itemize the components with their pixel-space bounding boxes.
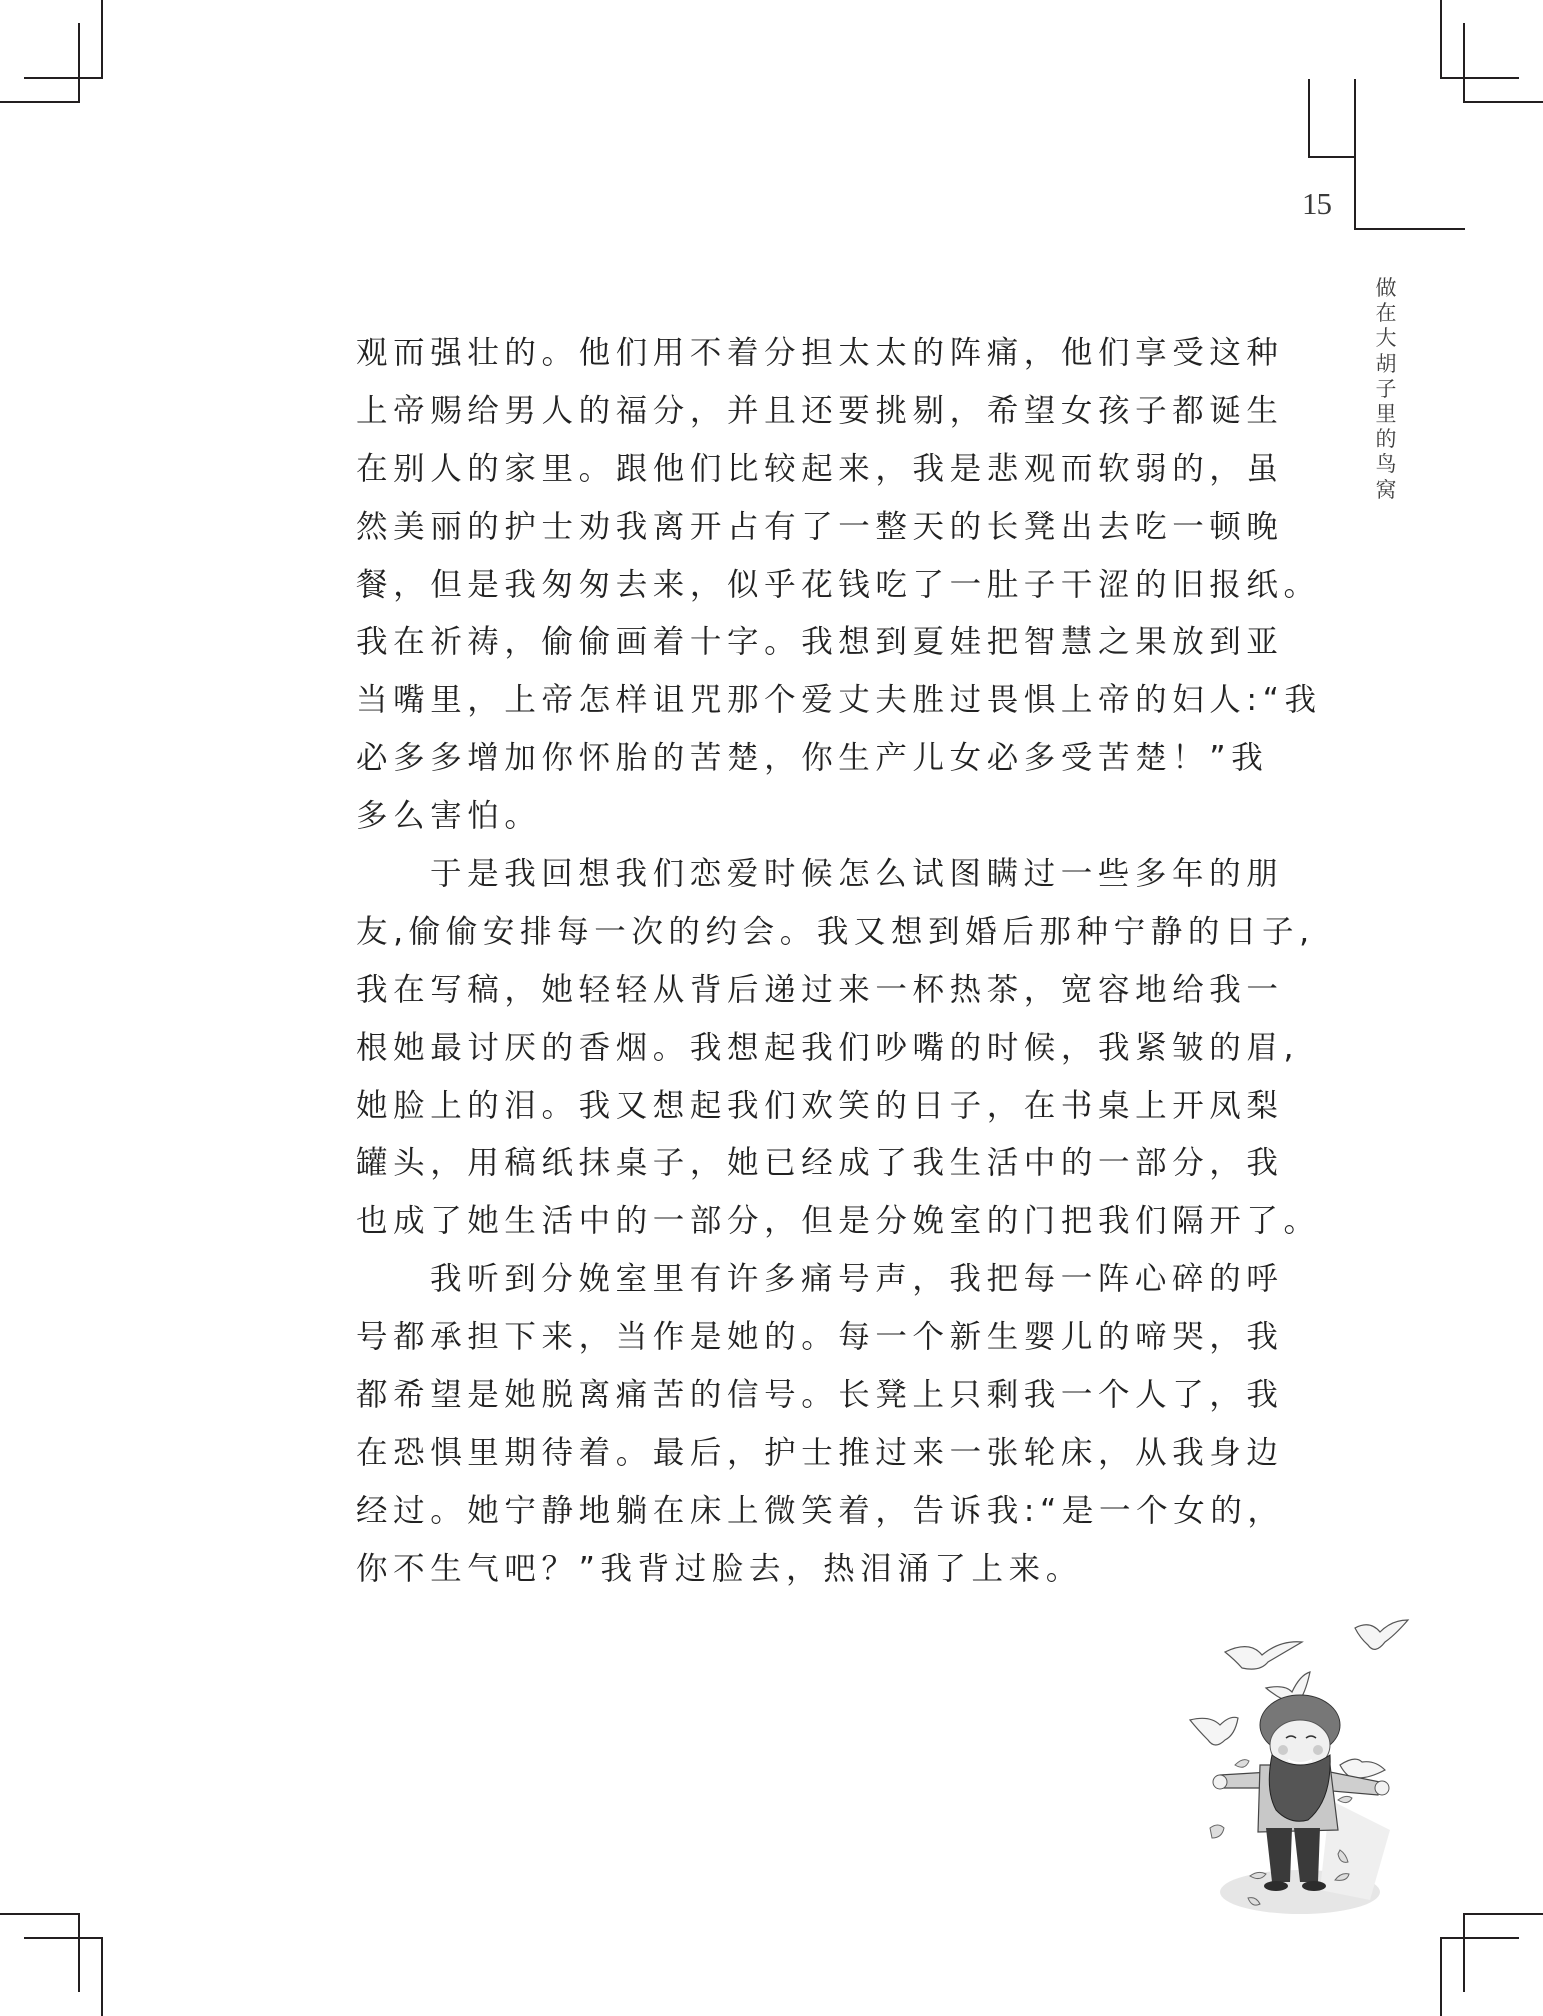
text-line: 都希望是她脱离痛苦的信号。长凳上只剩我一个人了，我 <box>356 1377 1284 1414</box>
text-line: 我在祈祷，偷偷画着十字。我想到夏娃把智慧之果放到亚 <box>356 624 1284 661</box>
page-number: 15 <box>1302 186 1331 221</box>
text-line: 然美丽的护士劝我离开占有了一整天的长凳出去吃一顿晚 <box>356 508 1284 545</box>
paragraph-start-line: 我听到分娩室里有许多痛号声，我把每一阵心碎的呼 <box>430 1261 1284 1298</box>
text-line: 多么害怕。 <box>356 798 542 835</box>
bearded-man-with-birds-illustration <box>1180 1600 1410 1930</box>
text-line: 必多多增加你怀胎的苦楚，你生产儿女必多受苦楚！”我 <box>356 740 1269 777</box>
text-line: 根她最讨厌的香烟。我想起我们吵嘴的时候，我紧皱的眉, <box>356 1029 1300 1066</box>
text-line: 她脸上的泪。我又想起我们欢笑的日子，在书桌上开凤梨 <box>356 1087 1284 1124</box>
text-line: 当嘴里，上帝怎样诅咒那个爱丈夫胜过畏惧上帝的妇人:“我 <box>356 682 1322 719</box>
running-title: 做在大胡子里的鸟窝 <box>1375 276 1397 502</box>
text-line: 上帝赐给男人的福分，并且还要挑剔，希望女孩子都诞生 <box>356 392 1284 429</box>
text-line: 在恐惧里期待着。最后，护士推过来一张轮床，从我身边 <box>356 1434 1284 1471</box>
text-line: 经过。她宁静地躺在床上微笑着，告诉我:“是一个女的， <box>356 1492 1285 1529</box>
text-line: 你不生气吧？”我背过脸去，热泪涌了上来。 <box>356 1550 1083 1587</box>
text-line: 餐，但是我匆匆去来，似乎花钱吃了一肚子干涩的旧报纸。 <box>356 566 1321 603</box>
text-line: 号都承担下来，当作是她的。每一个新生婴儿的啼哭，我 <box>356 1319 1284 1356</box>
body-text <box>356 325 1322 1599</box>
text-line: 也成了她生活中的一部分，但是分娩室的门把我们隔开了。 <box>356 1203 1321 1240</box>
text-line: 在别人的家里。跟他们比较起来，我是悲观而软弱的，虽 <box>356 450 1284 487</box>
text-line: 观而强壮的。他们用不着分担太太的阵痛，他们享受这种 <box>356 335 1284 371</box>
text-line: 我在写稿，她轻轻从背后递过来一杯热茶，宽容地给我一 <box>356 971 1284 1008</box>
paragraph-start-line: 于是我回想我们恋爱时候怎么试图瞒过一些多年的朋 <box>430 856 1284 893</box>
text-line: 友,偷偷安排每一次的约会。我又想到婚后那种宁静的日子, <box>356 913 1315 950</box>
text-line: 罐头，用稿纸抹桌子，她已经成了我生活中的一部分，我 <box>356 1145 1284 1182</box>
